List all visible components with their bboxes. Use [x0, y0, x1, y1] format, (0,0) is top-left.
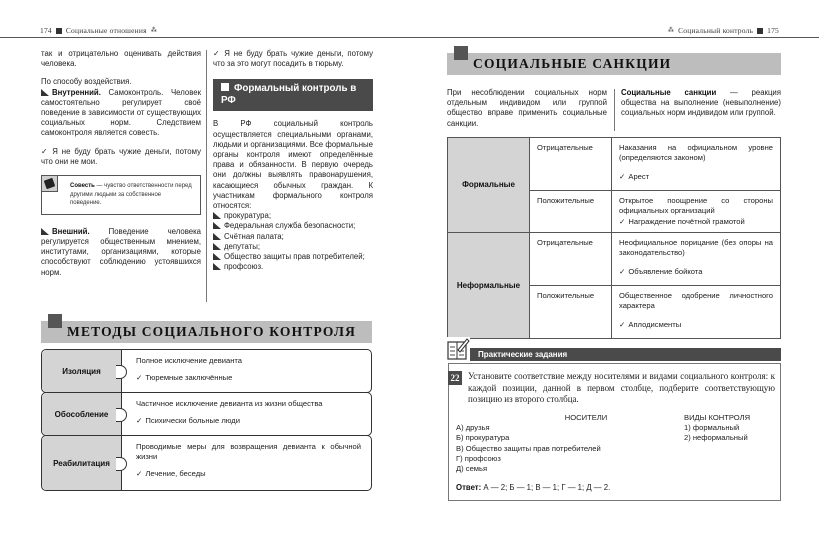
check-icon: ✓: [136, 373, 143, 382]
square-marker-icon: [48, 314, 62, 328]
task-number: 22: [448, 371, 462, 385]
sanction-kind: Неформальные: [448, 233, 530, 339]
answer-line: [456, 483, 610, 492]
triangle-bullet-icon: [213, 233, 221, 240]
check-icon: ✓: [619, 172, 626, 181]
intro-text: так и отрицательно оценивать действия человека.: [41, 49, 201, 69]
method-label: Изоляция: [42, 350, 122, 392]
triangle-bullet-icon: [41, 89, 49, 96]
list-item: Федеральная служба безопасности;: [213, 221, 373, 231]
method-definition: Полное исключение девианта: [136, 356, 243, 365]
section-title: МЕТОДЫ СОЦИАЛЬНОГО КОНТРОЛЯ: [67, 324, 357, 339]
triangle-bullet-icon: [213, 263, 221, 270]
method-row: [41, 392, 372, 436]
answer-label: Ответ:: [456, 483, 482, 492]
carriers-header: НОСИТЕЛИ: [564, 413, 608, 422]
external-example: ✓ Я не буду брать чужие деньги, потому что за это могут посадить в тюрьму.: [213, 49, 373, 69]
triangle-bullet-icon: [213, 253, 221, 260]
ornament-icon: ⁂: [150, 28, 157, 34]
list-item: депутаты;: [213, 242, 373, 252]
sanction-sign: Отрицательные: [530, 233, 612, 286]
list-item: Б) прокуратура: [456, 433, 510, 443]
running-head-left: [40, 26, 157, 35]
practice-header: Практические задания: [448, 348, 781, 361]
check-icon: ✓: [619, 217, 626, 226]
list-item: прокуратура;: [213, 211, 373, 221]
sanctions-table: [447, 137, 781, 339]
control-types-column: [684, 413, 784, 444]
running-head-title: Социальный контроль: [678, 26, 754, 35]
methods-table: [41, 349, 372, 491]
participants-list: [213, 211, 373, 272]
definition-box: [41, 175, 201, 215]
sanction-example: ✓ Аплодисменты: [619, 320, 682, 329]
sanction-description: Открытое поощрение со стороны официальных организаций ✓ Награждение почётной грамотой: [612, 191, 781, 233]
square-marker-icon: [56, 28, 62, 34]
header-rule: [0, 37, 819, 38]
sanction-description: Неофициальное порицание (без опоры на законодательство) ✓ Объявление бойкота: [612, 233, 781, 286]
formal-control-body: В РФ социальный контроль осуществляется специальными органами, людьми и организациями. Все формальные органы контроля имеют определённые права и обязанности. В первую очередь они должны выявлять правонарушения, касающиеся обычных граждан. К участникам формального контроля относятся:: [213, 119, 373, 211]
sanction-example: ✓ Арест: [619, 172, 650, 181]
square-marker-icon: [221, 83, 229, 91]
internal-control-paragraph: [41, 88, 201, 139]
column-divider: [206, 50, 207, 302]
list-item: профсоюз.: [213, 262, 373, 272]
carriers-column: [456, 413, 676, 474]
method-label: Обособление: [42, 393, 122, 435]
external-control-paragraph: [41, 227, 201, 278]
left-column-1: [41, 49, 201, 278]
check-icon: ✓: [41, 146, 50, 156]
check-icon: ✓: [619, 320, 626, 329]
sanctions-intro: При несоблюдении социальных норм отдельным индивидом или группой общество вправе применить социальные санкции.: [447, 88, 607, 128]
list-item: А) друзья: [456, 423, 490, 433]
table-row: [448, 138, 781, 191]
list-item: 1) формальный: [684, 423, 740, 433]
definition-text: Совесть — чувство ответственности перед другими людьми за собственное поведение.: [70, 183, 192, 207]
method-definition: Проводимые меры для возвращения девианта к обычной жизни: [136, 442, 361, 461]
triangle-bullet-icon: [213, 212, 221, 219]
sanction-description: Наказания на официальном уровне (определяются законом) ✓ Арест: [612, 138, 781, 191]
sanctions-definition: Социальные санкции — реакция общества на выполнение (невыполнение) социальных норм индивидом или группой.: [621, 88, 781, 118]
internal-text: Самоконтроль. Человек самостоятельно регулирует своё поведение в зависимости от существующих социальных норм. Следствием самоконтроля является совесть.: [41, 87, 201, 138]
by-method-label: По способу воздействия.: [41, 77, 132, 87]
method-example: ✓ Лечение, беседы: [136, 469, 206, 478]
task-question: Установите соответствие между носителями и видами социального контроля: к каждой позиции, данной в первом столбце, подберите соответствующую позицию из второго столбца.: [468, 371, 775, 404]
triangle-bullet-icon: [213, 222, 221, 229]
list-item: Д) семья: [456, 464, 488, 474]
internal-example: ✓ Я не буду брать чужие деньги, потому что они не мои.: [41, 146, 201, 166]
triangle-bullet-icon: [213, 243, 221, 250]
sanction-example: ✓ Награждение почётной грамотой: [619, 217, 745, 226]
method-row: [41, 435, 372, 491]
sanctions-term: Социальные санкции: [621, 88, 717, 97]
method-example: ✓ Тюремные заключённые: [136, 373, 233, 382]
sanction-example: ✓ Объявление бойкота: [619, 267, 703, 276]
control-types-header: ВИДЫ КОНТРОЛЯ: [684, 413, 751, 422]
left-column-2: [213, 49, 373, 272]
column-divider: [614, 89, 615, 131]
method-label: Реабилитация: [42, 436, 122, 490]
definition-term: Совесть: [70, 183, 95, 190]
method-example: ✓ Психически больные люди: [136, 416, 240, 425]
book-icon: [42, 176, 58, 192]
sanction-kind: Формальные: [448, 138, 530, 233]
sanction-sign: Положительные: [530, 286, 612, 339]
notebook-pen-icon: [446, 337, 470, 361]
check-icon: ✓: [136, 469, 143, 478]
list-item: 2) неформальный: [684, 433, 748, 443]
list-item: Г) профсоюз: [456, 453, 501, 463]
page-number: 175: [767, 26, 779, 35]
page-number: 174: [40, 26, 52, 35]
check-icon: ✓: [619, 267, 626, 276]
internal-term: Внутренний.: [52, 87, 101, 97]
check-icon: ✓: [136, 416, 143, 425]
list-item: Счётная палата;: [213, 232, 373, 242]
subheading-formal-control: Формальный контроль в РФ: [213, 79, 373, 111]
section-heading-methods: [41, 321, 372, 343]
sanction-description: Общественное одобрение личностного характера ✓ Аплодисменты: [612, 286, 781, 339]
section-title: СОЦИАЛЬНЫЕ САНКЦИИ: [473, 56, 672, 71]
external-text: Поведение человека регулируется общественным мнением, институтами, организациями, которые способствуют соблюдению устоявшихся норм.: [41, 226, 201, 277]
table-row: [448, 233, 781, 286]
sanction-sign: Отрицательные: [530, 138, 612, 191]
ornament-icon: ⁂: [667, 28, 675, 34]
running-head-title: Социальные отношения: [65, 26, 147, 35]
method-row: [41, 349, 372, 393]
method-definition: Частичное исключение девианта из жизни общества: [136, 399, 323, 408]
running-head-right: [668, 26, 779, 35]
list-item: Общество защиты прав потребителей;: [213, 252, 373, 262]
external-term: Внешний.: [52, 226, 90, 236]
triangle-bullet-icon: [41, 228, 49, 235]
answer-text: А — 2; Б — 1; В — 1; Г — 1; Д — 2.: [483, 483, 611, 492]
check-icon: ✓: [213, 49, 222, 58]
square-marker-icon: [757, 28, 763, 34]
list-item: В) Общество защиты прав потребителей: [456, 443, 601, 453]
section-heading-sanctions: [447, 53, 781, 75]
square-marker-icon: [454, 46, 468, 60]
sanction-sign: Положительные: [530, 191, 612, 233]
